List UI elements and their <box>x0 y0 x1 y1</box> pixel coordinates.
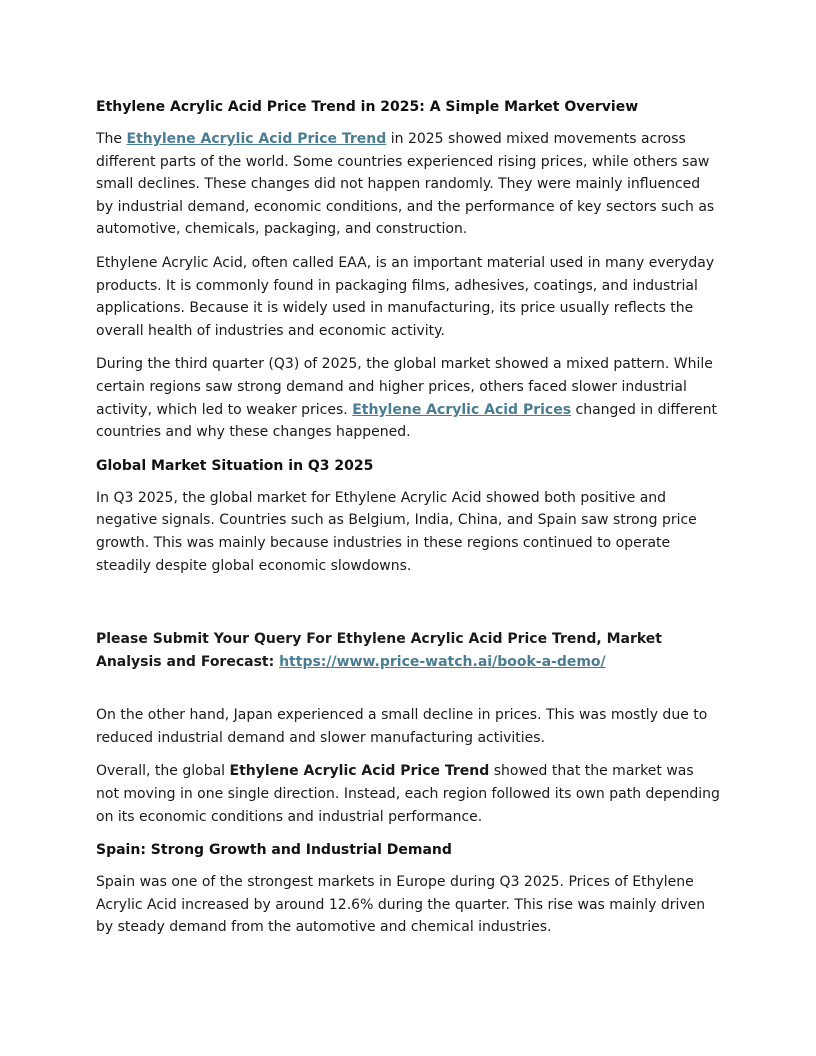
overall-bold-phrase: Ethylene Acrylic Acid Price Trend <box>229 763 490 780</box>
q3-text-start: During the third quarter (Q3) of 2025, the global market showed a mixed pattern. While certain regions saw strong demand and higher prices, others faced slower industrial activity, which led to weaker prices. <box>96 356 713 418</box>
spain-paragraph: Spain was one of the strongest markets in Europe during Q3 2025. Prices of Ethylene Acrylic Acid increased by around 12.6% during the quarter. This rise was mainly driven by steady demand from the automotive and chemical industries. <box>96 874 706 936</box>
overall-text-end: showed that the market was not moving in one single direction. Instead, each region followed its own path depending on its economic conditions and industrial performance. <box>96 763 720 825</box>
spain-heading: Spain: Strong Growth and Industrial Demand <box>96 842 452 859</box>
q3-text-end: changed in different countries and why these changes happened. <box>96 401 718 441</box>
intro-text-start: The <box>96 131 127 147</box>
book-demo-link[interactable]: https://www.price-watch.ai/book-a-demo/ <box>279 653 606 670</box>
overall-paragraph <box>96 760 720 828</box>
overall-text-start: Overall, the global <box>96 763 230 780</box>
intro-text-end: in 2025 showed mixed movements across different parts of the world. Some countries experienced rising prices, while others saw small declines. These changes did not happen randomly. They were mainly influenced by industrial demand, economic conditions, and the performance of key sectors such as automotive, chemicals, packaging, and construction. <box>96 131 715 238</box>
document-body <box>96 96 720 950</box>
japan-paragraph: On the other hand, Japan experienced a small decline in prices. This was mostly due to reduced industrial demand and slower manufacturing activities. <box>96 707 708 746</box>
global-market-heading: Global Market Situation in Q3 2025 <box>96 457 374 474</box>
spacer <box>96 673 720 704</box>
price-trend-link[interactable]: Ethylene Acrylic Acid Price Trend <box>126 131 387 147</box>
title-heading: Ethylene Acrylic Acid Price Trend in 2025: A Simple Market Overview <box>96 99 639 115</box>
query-text: Please Submit Your Query For Ethylene Acrylic Acid Price Trend, Market Analysis and Forecast: <box>96 631 662 670</box>
prices-link[interactable]: Ethylene Acrylic Acid Prices <box>352 401 572 418</box>
global-market-paragraph: In Q3 2025, the global market for Ethylene Acrylic Acid showed both positive and negative signals. Countries such as Belgium, India, China, and Spain saw strong price growth. This was mainly because industries in these regions continued to operate steadily despite global economic slowdowns. <box>96 489 697 574</box>
spacer <box>96 588 720 628</box>
eaa-description-paragraph: Ethylene Acrylic Acid, often called EAA, is an important material used in many everyday products. It is commonly found in packaging films, adhesives, coatings, and industrial applications. Because it is widely used in manufacturing, its price usually reflects the overall health of industries and economic activity. <box>96 254 715 339</box>
intro-paragraph <box>96 128 720 241</box>
q3-overview-paragraph <box>96 353 720 443</box>
query-paragraph <box>96 628 720 673</box>
